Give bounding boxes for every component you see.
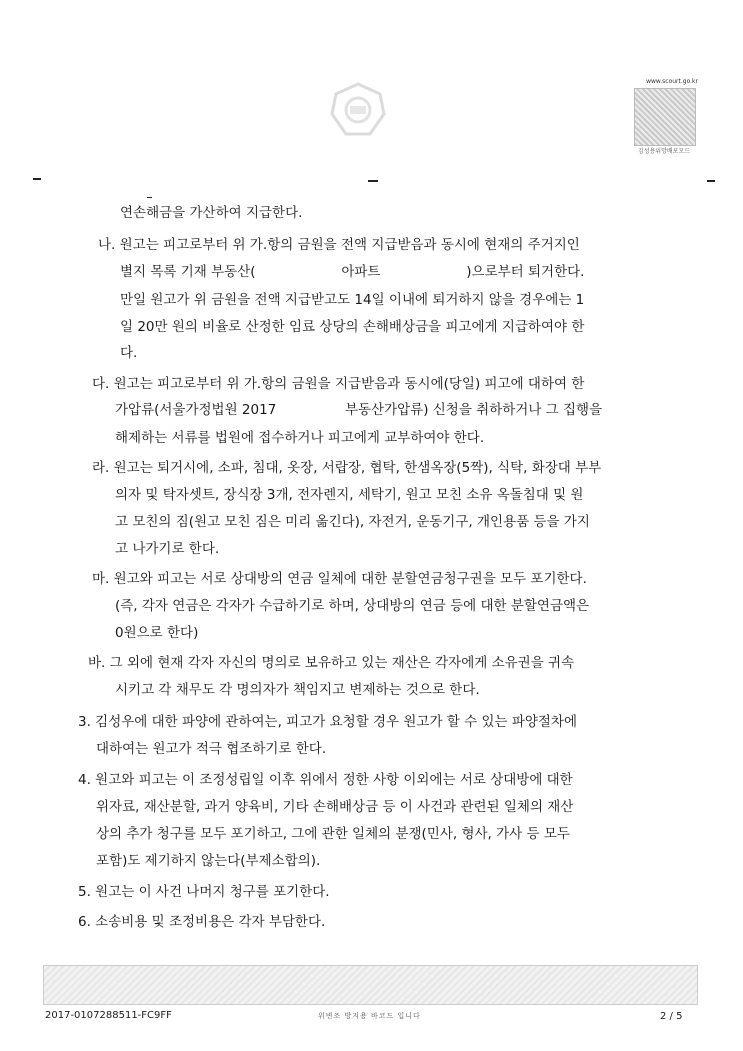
body-line: 5. 원고는 이 사건 나머지 청구를 포기한다.	[78, 884, 330, 900]
body-line: 라. 원고는 퇴거시에, 소파, 침대, 옷장, 서랍장, 협탁, 한샘옥장(5짝), 식탁, 화장대 부부	[92, 460, 602, 476]
body-line: 연손해금을 가산하여 지급한다.	[120, 205, 303, 221]
body-line: 3. 김성우에 대한 파양에 관하여는, 피고가 요청할 경우 원고가 할 수 있는 파양절차에	[78, 714, 578, 730]
page-number: 2 / 5	[660, 1011, 683, 1022]
body-line: 다. 원고는 피고로부터 위 가.항의 금원을 지급받음과 동시에(당일) 피고에 대하여 한	[92, 376, 585, 392]
body-line: 위자료, 재산분할, 과거 양육비, 기타 손해배상금 등 이 사건과 관련된 일체의 재산	[96, 799, 574, 815]
body-line: 나. 원고는 피고로부터 위 가.항의 금원을 전액 지급받음과 동시에 현재의 주거지인	[98, 237, 580, 253]
body-line: 포함)도 제기하지 않는다(부제소합의).	[96, 853, 321, 869]
document-code: 2017-0107288511-FC9FF	[45, 1010, 172, 1021]
body-line: 고 나가기로 한다.	[115, 541, 220, 557]
body-line: 일 20만 원의 비율로 산정한 임료 상당의 손해배상금을 피고에게 지급하여야 한	[120, 319, 585, 335]
verification-qr	[630, 78, 698, 156]
body-line: 별지 목록 기재 부동산( 아파트 )으로부터 퇴거한다.	[120, 264, 585, 280]
body-line: 0원으로 한다)	[115, 625, 199, 641]
qr-code-icon	[634, 88, 696, 146]
footer-note: 위변조 방지용 바코드 입니다	[318, 1012, 421, 1020]
body-line: 상의 추가 청구를 모두 포기하고, 그에 관한 일체의 분쟁(민사, 형사, 가사 등 모두	[96, 826, 570, 842]
body-line: 가압류(서울가정법원 2017 부동산가압류) 신청을 취하하거나 그 집행을	[115, 402, 603, 418]
body-line: 고 모친의 짐(원고 모친 짐은 미리 옮긴다), 자전거, 운동기구, 개인용품 등을 가지	[115, 514, 590, 530]
body-line: 대하여는 원고가 적극 협조하기로 한다.	[96, 741, 327, 757]
body-line: 마. 원고와 피고는 서로 상대방의 연금 일체에 대한 분할연금청구권을 모두 포기한다.	[92, 571, 587, 587]
barcode-strip	[43, 965, 698, 1005]
scan-mark	[707, 180, 715, 182]
body-line: 4. 원고와 피고는 이 조정성립일 이후 위에서 정한 사항 이외에는 서로 상대방에 대한	[78, 772, 573, 788]
qr-label: 김성용위망배포모드	[637, 148, 691, 155]
body-line: (즉, 각자 연금은 각자가 수급하기로 하며, 상대방의 연금 등에 대한 분할연금액은	[115, 598, 590, 614]
scan-mark	[33, 178, 41, 180]
court-emblem-icon	[330, 82, 386, 138]
body-line: 해제하는 서류를 법원에 접수하거나 피고에게 교부하여야 한다.	[115, 430, 485, 446]
scan-mark	[368, 180, 378, 182]
body-line: 6. 소송비용 및 조정비용은 각자 부담한다.	[78, 914, 326, 930]
qr-url: www.scourt.go.kr	[646, 78, 698, 85]
body-line: 바. 그 외에 현재 각자 자신의 명의로 보유하고 있는 재산은 각자에게 소유권을 귀속	[88, 655, 575, 671]
scan-mark	[147, 197, 152, 198]
body-line: 의자 및 탁자셋트, 장식장 3개, 전자렌지, 세탁기, 원고 모친 소유 옥돌침대 및 원	[115, 487, 584, 503]
body-line: 시키고 각 채무도 각 명의자가 책임지고 변제하는 것으로 한다.	[115, 682, 480, 698]
body-line: 만일 원고가 위 금원을 전액 지급받고도 14일 이내에 퇴거하지 않을 경우에는 1	[120, 292, 585, 308]
body-line: 다.	[120, 345, 138, 361]
